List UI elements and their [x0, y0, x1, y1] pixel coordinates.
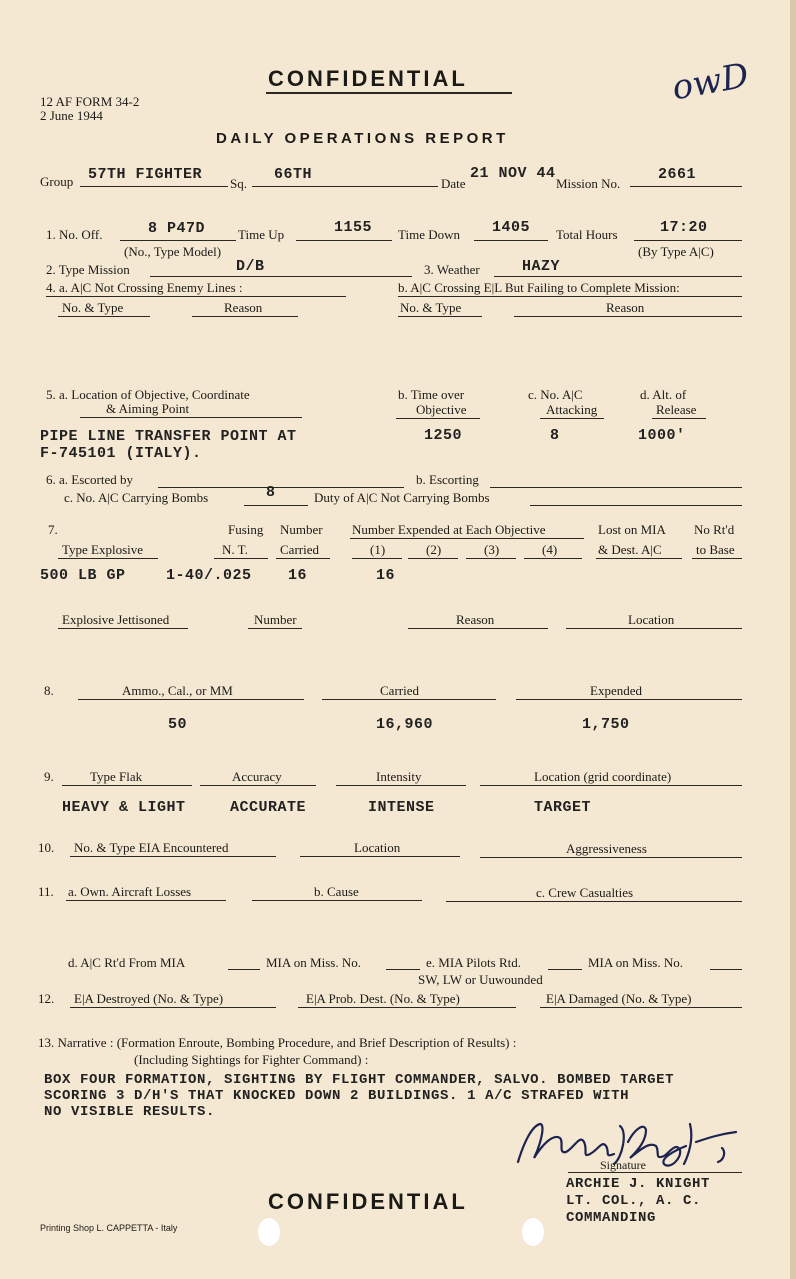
objective-location-1: PIPE LINE TRANSFER POINT AT: [40, 428, 297, 445]
printer-credit: Printing Shop L. CAPPETTA - Italy: [40, 1223, 178, 1233]
expended-col-1: (1): [370, 542, 386, 557]
signer-rank: LT. COL., A. C.: [566, 1193, 702, 1209]
item5d-label-2: Release: [656, 402, 697, 417]
item4b-col-reason: Reason: [606, 300, 645, 315]
bombs-carried-value: 16: [288, 567, 308, 584]
jettisoned-label: Explosive Jettisoned: [62, 612, 170, 627]
item5a-label-2: & Aiming Point: [106, 401, 190, 416]
group-value: 57TH FIGHTER: [88, 166, 203, 183]
flak-type-value: HEAVY & LIGHT: [62, 799, 186, 816]
form-date: 2 June 1944: [40, 108, 103, 123]
report-title: DAILY OPERATIONS REPORT: [216, 130, 509, 147]
signature-label: Signature: [600, 1158, 646, 1172]
item7-nt: N. T.: [222, 542, 248, 557]
item4a-col-no-type: No. & Type: [62, 300, 124, 315]
item1-label: 1. No. Off.: [46, 227, 103, 242]
item3-label: 3. Weather: [424, 262, 480, 277]
item12-damaged: E|A Damaged (No. & Type): [546, 991, 692, 1006]
confidential-bottom: CONFIDENTIAL: [268, 1189, 468, 1214]
item6c-label: c. No. A|C Carrying Bombs: [64, 490, 209, 505]
item5b-label-2: Objective: [416, 402, 467, 417]
item7-fusing: Fusing: [228, 522, 264, 537]
flak-intensity-value: INTENSE: [368, 799, 435, 816]
expended-col-4: (4): [542, 542, 558, 557]
ammo-expended-label: Expended: [590, 683, 642, 698]
item9-number: 9.: [44, 769, 54, 784]
item11-number: 11.: [38, 884, 54, 899]
item8-number: 8.: [44, 683, 54, 698]
item4b-col-no-type: No. & Type: [400, 300, 462, 315]
flak-accuracy-label: Accuracy: [232, 769, 282, 784]
item11e-sub: SW, LW or Uuwounded: [418, 972, 543, 987]
confidential-underline: [266, 92, 512, 94]
item4b-label: b. A|C Crossing E|L But Failing to Complete Mission:: [398, 280, 680, 295]
time-over-objective: 1250: [424, 427, 463, 444]
item5b-label-1: b. Time over: [398, 387, 465, 402]
item6b-label: b. Escorting: [416, 472, 479, 487]
item11a-label: a. Own. Aircraft Losses: [68, 884, 192, 899]
aircraft-number-type: 8 P47D: [148, 220, 206, 237]
flak-type-label: Type Flak: [90, 769, 143, 784]
time-up-value: 1155: [334, 219, 373, 236]
expended-col-2: (2): [426, 542, 442, 557]
item6a-label: 6. a. Escorted by: [46, 472, 134, 487]
flak-location-value: TARGET: [534, 799, 592, 816]
sq-value: 66TH: [274, 166, 313, 183]
date-label: Date: [441, 176, 466, 191]
flak-accuracy-value: ACCURATE: [230, 799, 307, 816]
narrative-line-1: BOX FOUR FORMATION, SIGHTING BY FLIGHT COMMANDER, SALVO. BOMBED TARGET: [44, 1072, 675, 1088]
item12-probable: E|A Prob. Dest. (No. & Type): [306, 991, 460, 1006]
aircraft-carrying-bombs: 8: [266, 484, 276, 501]
item10-label: No. & Type EIA Encountered: [74, 840, 229, 855]
objective-location-2: F-745101 (ITALY).: [40, 445, 202, 462]
item5c-label-2: Attacking: [546, 402, 598, 417]
ammo-expended-value: 1,750: [582, 716, 630, 733]
item5a-label-1: 5. a. Location of Objective, Coordinate: [46, 387, 250, 402]
total-hours-label: Total Hours: [556, 227, 618, 242]
ammo-label: Ammo., Cal., or MM: [122, 683, 233, 698]
jettisoned-reason: Reason: [456, 612, 495, 627]
item11e-mid: MIA on Miss. No.: [588, 955, 683, 970]
punch-hole-right: [522, 1218, 544, 1246]
ammo-caliber-value: 50: [168, 716, 188, 733]
narrative-line-2: SCORING 3 D/H'S THAT KNOCKED DOWN 2 BUILDINGS. 1 A/C STRAFED WITH: [44, 1088, 630, 1104]
item6-duty-label: Duty of A|C Not Carrying Bombs: [314, 490, 490, 505]
item1-sub-left: (No., Type Model): [124, 244, 222, 259]
explosive-type-value: 500 LB GP: [40, 567, 126, 584]
type-explosive-label: Type Explosive: [62, 542, 144, 557]
item7-carried: Carried: [280, 542, 319, 557]
form-number: 12 AF FORM 34-2: [40, 94, 140, 109]
time-up-label: Time Up: [238, 227, 285, 242]
bombs-expended-value: 16: [376, 567, 396, 584]
item11b-label: b. Cause: [314, 884, 359, 899]
item11e-label: e. MIA Pilots Rtd.: [426, 955, 521, 970]
aircraft-attacking: 8: [550, 427, 560, 444]
item7-nortd-1: No Rt'd: [694, 522, 735, 537]
release-altitude: 1000': [638, 427, 686, 444]
item7-nortd-2: to Base: [696, 542, 735, 557]
mission-value: 2661: [658, 166, 697, 183]
item5c-label-1: c. No. A|C: [528, 387, 583, 402]
item13-label-1: 13. Narrative : (Formation Enroute, Bombing Procedure, and Brief Description of Results) :: [38, 1035, 517, 1050]
item12-destroyed: E|A Destroyed (No. & Type): [74, 991, 224, 1006]
narrative-line-3: NO VISIBLE RESULTS.: [44, 1104, 216, 1120]
expended-col-3: (3): [484, 542, 500, 557]
jettisoned-number: Number: [254, 612, 297, 627]
item4a-col-reason: Reason: [224, 300, 263, 315]
item1-sub-right: (By Type A|C): [638, 244, 714, 259]
item10-location: Location: [354, 840, 401, 855]
total-hours-value: 17:20: [660, 219, 708, 236]
fusing-value: 1-40/.025: [166, 567, 252, 584]
ammo-carried-label: Carried: [380, 683, 419, 698]
item2-label: 2. Type Mission: [46, 262, 130, 277]
item11d-mid: MIA on Miss. No.: [266, 955, 361, 970]
time-down-value: 1405: [492, 219, 531, 236]
item7-expended-label: Number Expended at Each Objective: [352, 522, 546, 537]
item5d-label-1: d. Alt. of: [640, 387, 687, 402]
item7-number-label: Number: [280, 522, 323, 537]
item12-number: 12.: [38, 991, 55, 1006]
confidential-top: CONFIDENTIAL: [268, 66, 468, 91]
group-label: Group: [40, 174, 74, 189]
item11d-label: d. A|C Rt'd From MIA: [68, 955, 186, 970]
item7-lost-2: & Dest. A|C: [598, 542, 662, 557]
jettisoned-location: Location: [628, 612, 675, 627]
item7-lost-1: Lost on MIA: [598, 522, 666, 537]
date-value: 21 NOV 44: [470, 165, 556, 182]
item4a-label: 4. a. A|C Not Crossing Enemy Lines :: [46, 280, 243, 295]
item7-number: 7.: [48, 522, 58, 537]
flak-intensity-label: Intensity: [376, 769, 422, 784]
item11c-label: c. Crew Casualties: [536, 885, 634, 900]
mission-label: Mission No.: [556, 176, 621, 191]
punch-hole-left: [258, 1218, 280, 1246]
signer-role: COMMANDING: [566, 1210, 657, 1226]
handwritten-annotation: owD: [669, 55, 752, 109]
item10-number: 10.: [38, 840, 55, 855]
paper-edge: [790, 0, 796, 1279]
sq-label: Sq.: [230, 176, 247, 191]
ammo-carried-value: 16,960: [376, 716, 434, 733]
flak-location-label: Location (grid coordinate): [534, 769, 672, 784]
item13-label-2: (Including Sightings for Fighter Command) :: [134, 1052, 369, 1067]
item10-aggressiveness: Aggressiveness: [566, 841, 647, 856]
signer-name: ARCHIE J. KNIGHT: [566, 1176, 711, 1192]
mission-type-value: D/B: [236, 258, 265, 275]
weather-value: HAZY: [522, 258, 561, 275]
time-down-label: Time Down: [398, 227, 461, 242]
